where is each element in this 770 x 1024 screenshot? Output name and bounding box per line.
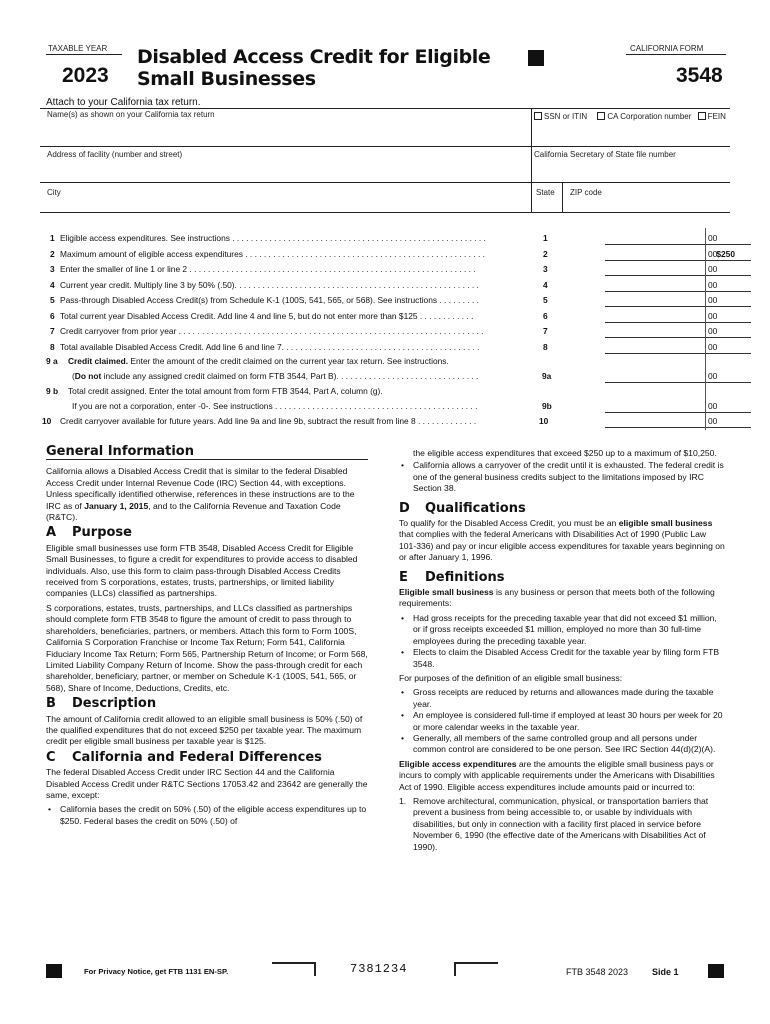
line-ref-number: 6: [543, 310, 548, 321]
ssn-checkbox[interactable]: [534, 112, 542, 120]
line-amount-input[interactable]: [605, 324, 751, 338]
ssn-label: SSN or ITIN: [544, 112, 588, 121]
line-number: 3: [50, 264, 55, 274]
fein-label: FEIN: [707, 112, 726, 121]
section-e-bullet3: • Gross receipts are reduced by returns and allowances made during the taxable year.: [399, 687, 725, 710]
line-amount-input[interactable]: [605, 262, 751, 276]
section-e-p1: [399, 587, 725, 610]
zip-input[interactable]: [566, 198, 729, 212]
line-cents: 00: [708, 341, 718, 352]
section-a-p2: S corporations, estates, trusts, partnerships, and LLCs classified as partnerships should complete form FTB 3548 to figure the amount of credit to pass through to shareholders, beneficiaries, partners, or members. Attach this form to Form 100S, California S Corporation Franchise or Income Tax Return; Form 541, California Fiduciary Income Tax Return; Form 565, Partnership Return of Income; or Form 568, Limited Liability Company Return of Income. Show the pass-through credit for each shareholder, beneficiary, partner, or member on Schedule K-1 (100S, 541, 565, or 568), Share of Income, Deductions, Credits, etc.: [46, 602, 368, 693]
line-9a-bold-lead: Credit claimed.: [68, 356, 129, 366]
line-row: [46, 262, 728, 277]
tax-year: 2023: [62, 64, 109, 87]
line-row: [46, 309, 728, 324]
section-c-bullet2: • California allows a carryover of the credit until it is exhausted. The federal credit is one of the general business credits subject to the limitations imposed by IRC Section 38.: [399, 460, 725, 494]
sos-label: California Secretary of State file number: [534, 150, 676, 159]
line-row: [46, 278, 728, 293]
section-e-title: Definitions: [425, 569, 505, 585]
section-c-p1: The federal Disabled Access Credit under IRC Section 44 and the California Disabled Access Credit under R&TC Sections 17053.42 and 23642 are generally the same, except:: [46, 767, 368, 800]
section-b-heading: [46, 696, 368, 712]
line-9a-ref: 9a: [542, 371, 552, 381]
intro-text: California allows a Disabled Access Credit that is similar to the federal Disabled Access Credit under Internal Revenue Code (IRC) Section 44, with exceptions. Unless specifically identified otherwise, references in these instructions are to the IRC as of: [46, 466, 355, 511]
line-number: 4: [50, 279, 55, 290]
privacy-notice: For Privacy Notice, get FTB 1131 EN-SP.: [84, 967, 229, 976]
line-description: Pass-through Disabled Access Credit(s) from Schedule K-1 (100S, 541, 565, or 568). See instructions . . . . . . . . .: [60, 295, 479, 305]
ca-corp-checkbox[interactable]: [597, 112, 605, 120]
e-bold: Eligible small business: [399, 587, 494, 598]
sos-input[interactable]: [534, 160, 729, 180]
line-ref-number: 5: [543, 295, 548, 305]
line-number: 8: [50, 341, 55, 352]
line-number: 7: [50, 326, 55, 336]
d-bold: eligible small business: [618, 518, 713, 529]
line-number: 6: [50, 310, 55, 321]
footer-registration-mark-right: [708, 964, 724, 978]
line-amount-input[interactable]: [605, 278, 751, 292]
line-amount-input[interactable]: [605, 247, 751, 261]
line-ref-number: 1: [543, 233, 548, 243]
section-c-letter: C: [46, 749, 56, 765]
section-a-p1: Eligible small businesses use form FTB 3548, Disabled Access Credit for Eligible Small Businesses, to figure a credit for expenditures to provide access to disabled individuals. Also, use this form to claim pass-through Disabled Access Credits received from S corporations, estates, trusts, partnerships, or limited liability companies (LLCs) classified as partnerships.: [46, 542, 358, 599]
section-e-bullet2: • Elects to claim the Disabled Access Credit for the taxable year by filing form FTB 3548.: [399, 647, 725, 670]
address-label: Address of facility (number and street): [47, 150, 183, 159]
line-9b-cents: 00: [708, 401, 718, 411]
state-label: State: [536, 188, 555, 197]
line-9b-row: [46, 384, 728, 399]
city-input[interactable]: [46, 198, 530, 212]
line-description: Total available Disabled Access Credit. Add line 6 and line 7. . . . . . . . . . . . . . . . . . . . . . . . . . . . . . . . . . . . . . . . . . .: [60, 341, 480, 352]
id-number-input[interactable]: [534, 124, 729, 144]
section-e-bullet5: • Generally, all members of the same controlled group and all persons under common control are considered to be one person. See IRC Section 44(d)(2)(A).: [399, 733, 725, 756]
instructions-right-column: [399, 448, 725, 853]
line-cents: 00: [708, 279, 718, 290]
line-9a-do-not: Do not: [74, 371, 102, 381]
section-b-p1: The amount of California credit allowed to an eligible small business is 50% (.50) of the qualified expenditures that do not exceed $250 per taxable year. The maximum credit per eligible small business per taxable year is $125.: [46, 713, 363, 747]
section-c-bullet1: • California bases the credit on 50% (.50) of the eligible access expenditures up to $250. Federal bases the credit on 50% (.50) of: [46, 804, 368, 827]
e-p3-text: are the amounts the eligible small business pays or incurs to comply with applicable requirements under the Americans with Disabilities Act of 1990. Eligible access expenditures include amounts paid or incurred to:: [399, 758, 715, 792]
line-ref-number: 4: [543, 279, 548, 290]
intro-date: January 1, 2015: [84, 500, 149, 511]
instructions-left-column: [46, 446, 368, 827]
line-9a-cents: 00: [708, 371, 718, 381]
line-9b-number: 9 b: [46, 386, 59, 396]
section-e-p2: For purposes of the definition of an eligible small business:: [399, 672, 623, 683]
state-input[interactable]: [534, 198, 560, 212]
line-cents: 00: [708, 233, 718, 243]
section-e-bullet4: • An employee is considered full-time if employed at least 30 hours per week for 20 or more calendar weeks in the taxable year.: [399, 710, 725, 733]
line-ref-number: 8: [543, 341, 548, 352]
line-9b-amount-input[interactable]: [605, 399, 751, 413]
line-number: 1: [50, 233, 55, 243]
line-9b-row2: [46, 399, 728, 414]
ca-corp-label: CA Corporation number: [607, 112, 692, 121]
california-form-label: CALIFORNIA FORM: [630, 44, 704, 53]
line-9a-row2: [46, 369, 728, 384]
section-c-title: California and Federal Differences: [72, 749, 322, 765]
line-9a-text2: [72, 369, 547, 384]
line-10-cents: 00: [708, 416, 718, 426]
e-p3-bold: Eligible access expenditures: [399, 758, 517, 769]
line-amount-input[interactable]: [605, 340, 751, 354]
line-9a-text1: [68, 354, 449, 369]
line-description: Current year credit. Multiply line 3 by 50% (.50). . . . . . . . . . . . . . . . . . . . . . . . . . . . . . . . . . . . . . . . . . . . . . . . . . . . .: [60, 279, 479, 290]
section-c-heading: [46, 749, 368, 765]
section-d-heading: [399, 500, 725, 516]
line-cents: 00: [708, 264, 718, 274]
general-intro: [46, 466, 368, 523]
form-title-line2: Small Businesses: [137, 68, 316, 90]
line-row: [46, 231, 728, 246]
line-amount-value: $250: [716, 248, 735, 259]
line-description: Enter the smaller of line 1 or line 2 . . . . . . . . . . . . . . . . . . . . . . . . . . . . . . . . . . . . . . . . . . . . . . . . . . . . . . . . . . . . . .: [60, 264, 476, 274]
line-cents: 00: [708, 326, 718, 336]
section-e-heading: [399, 569, 725, 585]
line-cents: 00: [708, 295, 718, 305]
line-description: Maximum amount of eligible access expenditures . . . . . . . . . . . . . . . . . . . . . . . . . . . . . . . . . . . . . . . . . . . . . . . . . . . .: [60, 248, 485, 259]
line-description: Total current year Disabled Access Credit. Add line 4 and line 5, but do not enter more than $125 . . . . . . . . . . . .: [60, 310, 474, 321]
line-amount-input[interactable]: [605, 309, 751, 323]
line-9a-amount-input[interactable]: [605, 369, 751, 383]
line-description: Credit carryover from prior year . . . . . . . . . . . . . . . . . . . . . . . . . . . . . . . . . . . . . . . . . . . . . . . . . . . . . . . . . . . . . . . . . .: [60, 326, 484, 336]
line-9a-description: Enter the amount of the credit claimed on the current year tax return. See instructions.: [128, 356, 449, 366]
section-e-letter: E: [399, 569, 408, 585]
line-amount-input[interactable]: [605, 231, 751, 245]
line-number: 2: [50, 248, 55, 259]
line-cents: 00: [708, 310, 718, 321]
d-text-end: that complies with the federal Americans with Disabilities Act of 1990 (Public Law 101-336) and pay or incur eligible access expenditures for taxable years beginning on or after January 1, 1996.: [399, 529, 725, 563]
line-ref-number: 2: [543, 248, 548, 259]
line-9b-text1: Total credit assigned. Enter the total amount from form FTB 3544, Part A, column (g).: [68, 386, 383, 396]
form-number: 3548: [676, 64, 723, 87]
intro-text-end: , and to the California Revenue and Taxation Code (R&TC).: [46, 500, 341, 523]
line-description: Eligible access expenditures. See instructions . . . . . . . . . . . . . . . . . . . . . . . . . . . . . . . . . . . . . . . . . . . . . . . . . . . . . . .: [60, 233, 486, 243]
e-n1-text: Remove architectural, communication, physical, or transportation barriers that prevent a business from being accessible to, or usable by individuals with disabilities, but only in connection with a facility first placed in service before November 6, 1990 (the effective date of the Americans with Disabilities Act of 1990).: [413, 795, 709, 852]
form-code: 7381234: [350, 962, 408, 976]
form-id: FTB 3548 2023: [566, 967, 629, 977]
fein-checkbox[interactable]: [698, 112, 706, 120]
line-10-amount-input[interactable]: [605, 414, 751, 428]
line-9b-ref: 9b: [542, 401, 552, 411]
footer-registration-mark-left: [46, 964, 62, 978]
section-d-title: Qualifications: [425, 500, 526, 516]
taxable-year-label: TAXABLE YEAR: [48, 44, 108, 53]
general-info-heading: General Information: [46, 446, 368, 460]
line-amount-input[interactable]: [605, 293, 751, 307]
section-a-title: Purpose: [72, 525, 132, 541]
line-row: [46, 247, 735, 262]
registration-mark: [528, 50, 544, 66]
line-10-ref: 10: [539, 416, 549, 426]
line-row: [46, 324, 728, 339]
line-cents: 00: [708, 248, 718, 259]
line-9b-text2: If you are not a corporation, enter -0-. See instructions . . . . . . . . . . . . . . . . . . . . . . . . . . . . . . . . . . . . . . . . . . . .: [72, 401, 478, 411]
section-e-numbered1: [399, 796, 725, 853]
section-a-letter: A: [46, 525, 57, 541]
section-b-letter: B: [46, 696, 56, 712]
names-label: Name(s) as shown on your California tax return: [47, 110, 215, 119]
line-10-row: [42, 414, 728, 429]
line-number: 5: [50, 295, 55, 305]
zip-label: ZIP code: [570, 188, 602, 197]
section-e-bullet1: • Had gross receipts for the preceding taxable year that did not exceed $1 million, or if gross receipts exceeded $1 million, employed no more than 30 full-time employees during the preceding taxable year.: [399, 613, 725, 647]
line-row: [46, 293, 728, 308]
e-n1-number: 1.: [399, 795, 407, 806]
line-9a-exclusion: include any assigned credit claimed on form FTB 3544, Part B). . . . . . . . . . . . . . . . . . . . . . . . . . . . . . .: [101, 371, 479, 381]
line-9a-number: 9 a: [46, 356, 58, 366]
section-d-letter: D: [399, 500, 410, 516]
section-e-p3: [399, 759, 725, 793]
section-d-p1: [399, 518, 725, 564]
line-ref-number: 3: [543, 264, 548, 274]
address-input[interactable]: [46, 160, 530, 180]
line-9a-row: [46, 354, 728, 369]
e-text: is any business or person that meets both of the following requirements:: [399, 587, 715, 609]
city-label: City: [47, 188, 61, 197]
line-10-text: Credit carryover available for future years. Add line 9a and line 9b, subtract the result from line 8 . . . . . . . . . . . . .: [60, 416, 477, 426]
form-title-line1: Disabled Access Credit for Eligible: [137, 46, 491, 68]
line-9a-paren: (: [72, 371, 75, 381]
section-a-heading: [46, 525, 368, 541]
id-type-options: [534, 112, 726, 121]
d-text: To qualify for the Disabled Access Credit, you must be an: [399, 518, 619, 529]
side-number: Side 1: [652, 967, 679, 977]
line-ref-number: 7: [543, 326, 548, 336]
line-10-number: 10: [42, 416, 52, 426]
line-row: [46, 340, 728, 355]
section-b-title: Description: [72, 696, 157, 712]
names-input[interactable]: [46, 122, 530, 144]
attach-instruction: Attach to your California tax return.: [46, 97, 201, 108]
section-c-bullet1-cont: the eligible access expenditures that exceed $250 up to a maximum of $10,250.: [413, 448, 717, 458]
